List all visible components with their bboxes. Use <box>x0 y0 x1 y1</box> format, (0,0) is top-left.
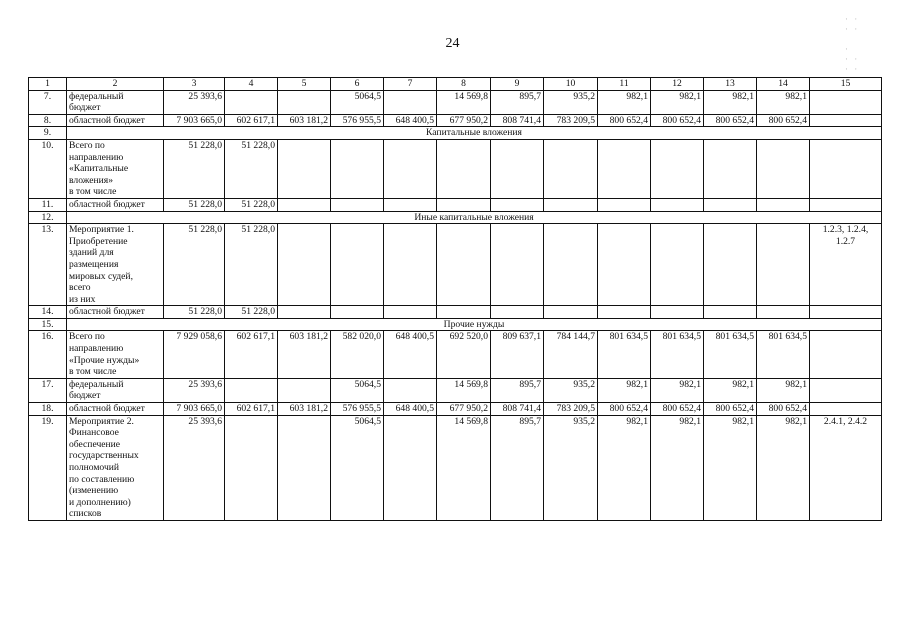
value-cell: 800 652,4 <box>598 114 651 127</box>
value-cell: 7 929 058,6 <box>164 331 225 378</box>
row-number: 12. <box>29 211 67 224</box>
row-label-line: мировых судей, <box>69 270 133 282</box>
section-row <box>29 211 882 224</box>
value-cell: 784 144,7 <box>544 331 598 378</box>
row-label-line: «Прочие нужды» <box>69 354 140 366</box>
column-header: 13 <box>704 78 757 91</box>
row-label-line: полномочий <box>69 462 120 473</box>
row-number: 9. <box>29 127 67 140</box>
column-header: 14 <box>757 78 810 91</box>
value-cell: 25 393,6 <box>164 378 225 402</box>
value-cell <box>544 306 598 319</box>
reference-line: 2.4.1, 2.4.2 <box>823 415 868 427</box>
section-row <box>29 127 882 140</box>
row-number: 14. <box>29 306 67 319</box>
reference-cell <box>810 139 882 198</box>
value-cell <box>278 378 331 402</box>
value-cell: 51 228,0 <box>225 306 278 319</box>
value-cell <box>491 139 544 198</box>
row-label <box>67 90 164 114</box>
row-number: 8. <box>29 114 67 127</box>
row-label <box>67 331 164 378</box>
value-cell <box>225 378 278 402</box>
value-cell: 935,2 <box>544 90 598 114</box>
value-cell: 982,1 <box>704 378 757 402</box>
row-label-line: направлению <box>69 151 124 163</box>
table-row <box>29 306 882 319</box>
row-label-line: «Капитальные <box>69 163 129 175</box>
value-cell <box>704 224 757 306</box>
column-header: 8 <box>437 78 491 91</box>
value-cell: 25 393,6 <box>164 415 225 520</box>
column-header: 10 <box>544 78 598 91</box>
value-cell <box>278 198 331 211</box>
value-cell <box>651 224 704 306</box>
value-cell: 7 903 665,0 <box>164 403 225 416</box>
row-label-line: обеспечение <box>69 438 121 450</box>
row-label-line: направлению <box>69 343 124 355</box>
column-header: 6 <box>331 78 384 91</box>
value-cell: 800 652,4 <box>598 403 651 416</box>
row-label <box>67 415 164 520</box>
row-label-line: областной бюджет <box>69 306 145 318</box>
value-cell <box>757 139 810 198</box>
value-cell: 51 228,0 <box>225 198 278 211</box>
value-cell: 801 634,5 <box>704 331 757 378</box>
value-cell <box>544 198 598 211</box>
reference-cell <box>810 198 882 211</box>
value-cell: 783 209,5 <box>544 114 598 127</box>
value-cell: 576 955,5 <box>331 114 384 127</box>
column-header: 7 <box>384 78 437 91</box>
value-cell <box>704 139 757 198</box>
column-header: 2 <box>67 78 164 91</box>
row-label-line: в том числе <box>69 186 117 198</box>
reference-cell <box>810 90 882 114</box>
value-cell: 51 228,0 <box>225 139 278 198</box>
value-cell: 648 400,5 <box>384 114 437 127</box>
value-cell: 14 569,8 <box>437 90 491 114</box>
row-label <box>67 224 164 306</box>
value-cell: 783 209,5 <box>544 403 598 416</box>
reference-line: 1.2.3, 1.2.4, <box>822 224 869 236</box>
value-cell <box>278 306 331 319</box>
value-cell: 800 652,4 <box>704 114 757 127</box>
value-cell <box>384 90 437 114</box>
table-row <box>29 114 882 127</box>
value-cell <box>225 415 278 520</box>
value-cell: 602 617,1 <box>225 403 278 416</box>
reference-cell <box>810 415 882 520</box>
value-cell: 603 181,2 <box>278 403 331 416</box>
value-cell <box>491 306 544 319</box>
row-number: 15. <box>29 318 67 331</box>
value-cell <box>331 224 384 306</box>
value-cell: 5064,5 <box>331 415 384 520</box>
row-label <box>67 139 164 198</box>
row-label-line: Финансовое <box>69 427 119 439</box>
value-cell: 677 950,2 <box>437 114 491 127</box>
value-cell <box>278 139 331 198</box>
value-cell <box>491 224 544 306</box>
value-cell: 982,1 <box>704 415 757 520</box>
value-cell: 602 617,1 <box>225 114 278 127</box>
reference-line: 1.2.7 <box>835 235 856 247</box>
value-cell: 982,1 <box>651 90 704 114</box>
value-cell: 51 228,0 <box>164 139 225 198</box>
value-cell <box>544 139 598 198</box>
row-label-line: по составлению <box>69 473 135 485</box>
value-cell <box>651 306 704 319</box>
value-cell: 982,1 <box>598 378 651 402</box>
row-label-line: государственных <box>69 450 139 462</box>
reference-cell <box>810 306 882 319</box>
value-cell <box>331 306 384 319</box>
value-cell: 982,1 <box>757 415 810 520</box>
row-label-line: Всего по <box>69 139 105 151</box>
value-cell: 602 617,1 <box>225 331 278 378</box>
row-label-line: списков <box>69 508 102 520</box>
value-cell <box>704 306 757 319</box>
value-cell <box>598 306 651 319</box>
scan-artifact: · · · · · · · · · <box>845 14 860 74</box>
row-label-line: (изменению <box>69 485 119 497</box>
row-label-line: размещения <box>69 258 119 270</box>
value-cell: 982,1 <box>651 415 704 520</box>
value-cell <box>437 224 491 306</box>
value-cell: 51 228,0 <box>164 198 225 211</box>
value-cell: 603 181,2 <box>278 331 331 378</box>
value-cell <box>384 306 437 319</box>
value-cell: 603 181,2 <box>278 114 331 127</box>
row-label-line: областной бюджет <box>69 198 145 210</box>
row-number: 10. <box>29 139 67 198</box>
row-label-line: Мероприятие 1. <box>69 224 134 236</box>
value-cell: 982,1 <box>757 378 810 402</box>
table-row <box>29 90 882 114</box>
value-cell <box>384 198 437 211</box>
row-number: 7. <box>29 90 67 114</box>
value-cell: 800 652,4 <box>651 114 704 127</box>
row-number: 18. <box>29 403 67 416</box>
row-label-line: в том числе <box>69 366 117 378</box>
column-header: 4 <box>225 78 278 91</box>
value-cell <box>544 224 598 306</box>
row-number: 13. <box>29 224 67 306</box>
value-cell: 582 020,0 <box>331 331 384 378</box>
value-cell <box>437 306 491 319</box>
reference-cell <box>810 331 882 378</box>
value-cell <box>225 90 278 114</box>
row-label <box>67 403 164 416</box>
reference-cell <box>810 403 882 416</box>
row-label-line: и дополнению) <box>69 496 131 508</box>
page-number: 24 <box>445 36 460 51</box>
table-row <box>29 378 882 402</box>
value-cell: 982,1 <box>651 378 704 402</box>
value-cell <box>757 198 810 211</box>
value-cell: 935,2 <box>544 415 598 520</box>
value-cell: 809 637,1 <box>491 331 544 378</box>
row-number: 16. <box>29 331 67 378</box>
value-cell: 808 741,4 <box>491 114 544 127</box>
column-header: 5 <box>278 78 331 91</box>
row-label-line: всего <box>69 282 91 294</box>
value-cell: 895,7 <box>491 90 544 114</box>
value-cell: 25 393,6 <box>164 90 225 114</box>
value-cell <box>757 224 810 306</box>
value-cell <box>598 224 651 306</box>
value-cell: 982,1 <box>757 90 810 114</box>
row-label-line: областной бюджет <box>69 114 145 126</box>
column-header: 15 <box>810 78 882 91</box>
value-cell <box>704 198 757 211</box>
value-cell <box>598 198 651 211</box>
value-cell: 800 652,4 <box>704 403 757 416</box>
table-row <box>29 331 882 378</box>
section-title: Капитальные вложения <box>67 127 882 140</box>
table-row <box>29 415 882 520</box>
value-cell: 982,1 <box>598 90 651 114</box>
row-label <box>67 198 164 211</box>
row-label-line: федеральный <box>69 90 124 102</box>
row-label-line: вложения» <box>69 174 113 186</box>
value-cell: 14 569,8 <box>437 415 491 520</box>
column-header: 1 <box>29 78 67 91</box>
value-cell <box>384 139 437 198</box>
value-cell: 808 741,4 <box>491 403 544 416</box>
row-label-line: Мероприятие 2. <box>69 415 134 427</box>
row-label-line: федеральный <box>69 378 124 390</box>
row-label-line: зданий для <box>69 247 114 259</box>
reference-cell <box>810 114 882 127</box>
value-cell: 982,1 <box>598 415 651 520</box>
column-header: 9 <box>491 78 544 91</box>
reference-cell <box>810 224 882 306</box>
value-cell: 692 520,0 <box>437 331 491 378</box>
value-cell: 801 634,5 <box>598 331 651 378</box>
row-label-line: Приобретение <box>69 235 128 247</box>
value-cell: 7 903 665,0 <box>164 114 225 127</box>
value-cell: 982,1 <box>704 90 757 114</box>
row-label <box>67 114 164 127</box>
row-label-line: бюджет <box>69 390 101 402</box>
value-cell <box>278 224 331 306</box>
value-cell <box>757 306 810 319</box>
value-cell: 5064,5 <box>331 378 384 402</box>
row-label <box>67 378 164 402</box>
value-cell <box>651 139 704 198</box>
section-title: Прочие нужды <box>67 318 882 331</box>
value-cell: 895,7 <box>491 378 544 402</box>
row-number: 11. <box>29 198 67 211</box>
value-cell: 895,7 <box>491 415 544 520</box>
column-header-row <box>29 78 882 91</box>
table-row <box>29 224 882 306</box>
value-cell <box>651 198 704 211</box>
value-cell <box>437 198 491 211</box>
value-cell: 576 955,5 <box>331 403 384 416</box>
value-cell: 51 228,0 <box>225 224 278 306</box>
reference-cell <box>810 378 882 402</box>
value-cell: 51 228,0 <box>164 224 225 306</box>
table-body <box>29 78 882 521</box>
row-number: 19. <box>29 415 67 520</box>
column-header: 12 <box>651 78 704 91</box>
value-cell: 935,2 <box>544 378 598 402</box>
value-cell: 800 652,4 <box>757 403 810 416</box>
column-header: 3 <box>164 78 225 91</box>
table-row <box>29 139 882 198</box>
value-cell: 648 400,5 <box>384 331 437 378</box>
value-cell: 800 652,4 <box>651 403 704 416</box>
value-cell: 5064,5 <box>331 90 384 114</box>
value-cell <box>278 415 331 520</box>
value-cell <box>331 139 384 198</box>
value-cell: 800 652,4 <box>757 114 810 127</box>
value-cell <box>384 378 437 402</box>
value-cell: 14 569,8 <box>437 378 491 402</box>
table-row <box>29 198 882 211</box>
value-cell: 648 400,5 <box>384 403 437 416</box>
row-number: 17. <box>29 378 67 402</box>
value-cell: 801 634,5 <box>651 331 704 378</box>
row-label-line: Всего по <box>69 331 105 343</box>
value-cell: 51 228,0 <box>164 306 225 319</box>
row-label-line: из них <box>69 293 96 305</box>
value-cell <box>384 224 437 306</box>
row-label <box>67 306 164 319</box>
column-header: 11 <box>598 78 651 91</box>
value-cell <box>491 198 544 211</box>
table-row <box>29 403 882 416</box>
budget-table <box>28 77 882 521</box>
row-label-line: бюджет <box>69 102 101 114</box>
section-title: Иные капитальные вложения <box>67 211 882 224</box>
value-cell <box>437 139 491 198</box>
value-cell <box>278 90 331 114</box>
section-row <box>29 318 882 331</box>
value-cell: 677 950,2 <box>437 403 491 416</box>
value-cell <box>384 415 437 520</box>
value-cell <box>331 198 384 211</box>
row-label-line: областной бюджет <box>69 403 145 415</box>
value-cell <box>598 139 651 198</box>
value-cell: 801 634,5 <box>757 331 810 378</box>
